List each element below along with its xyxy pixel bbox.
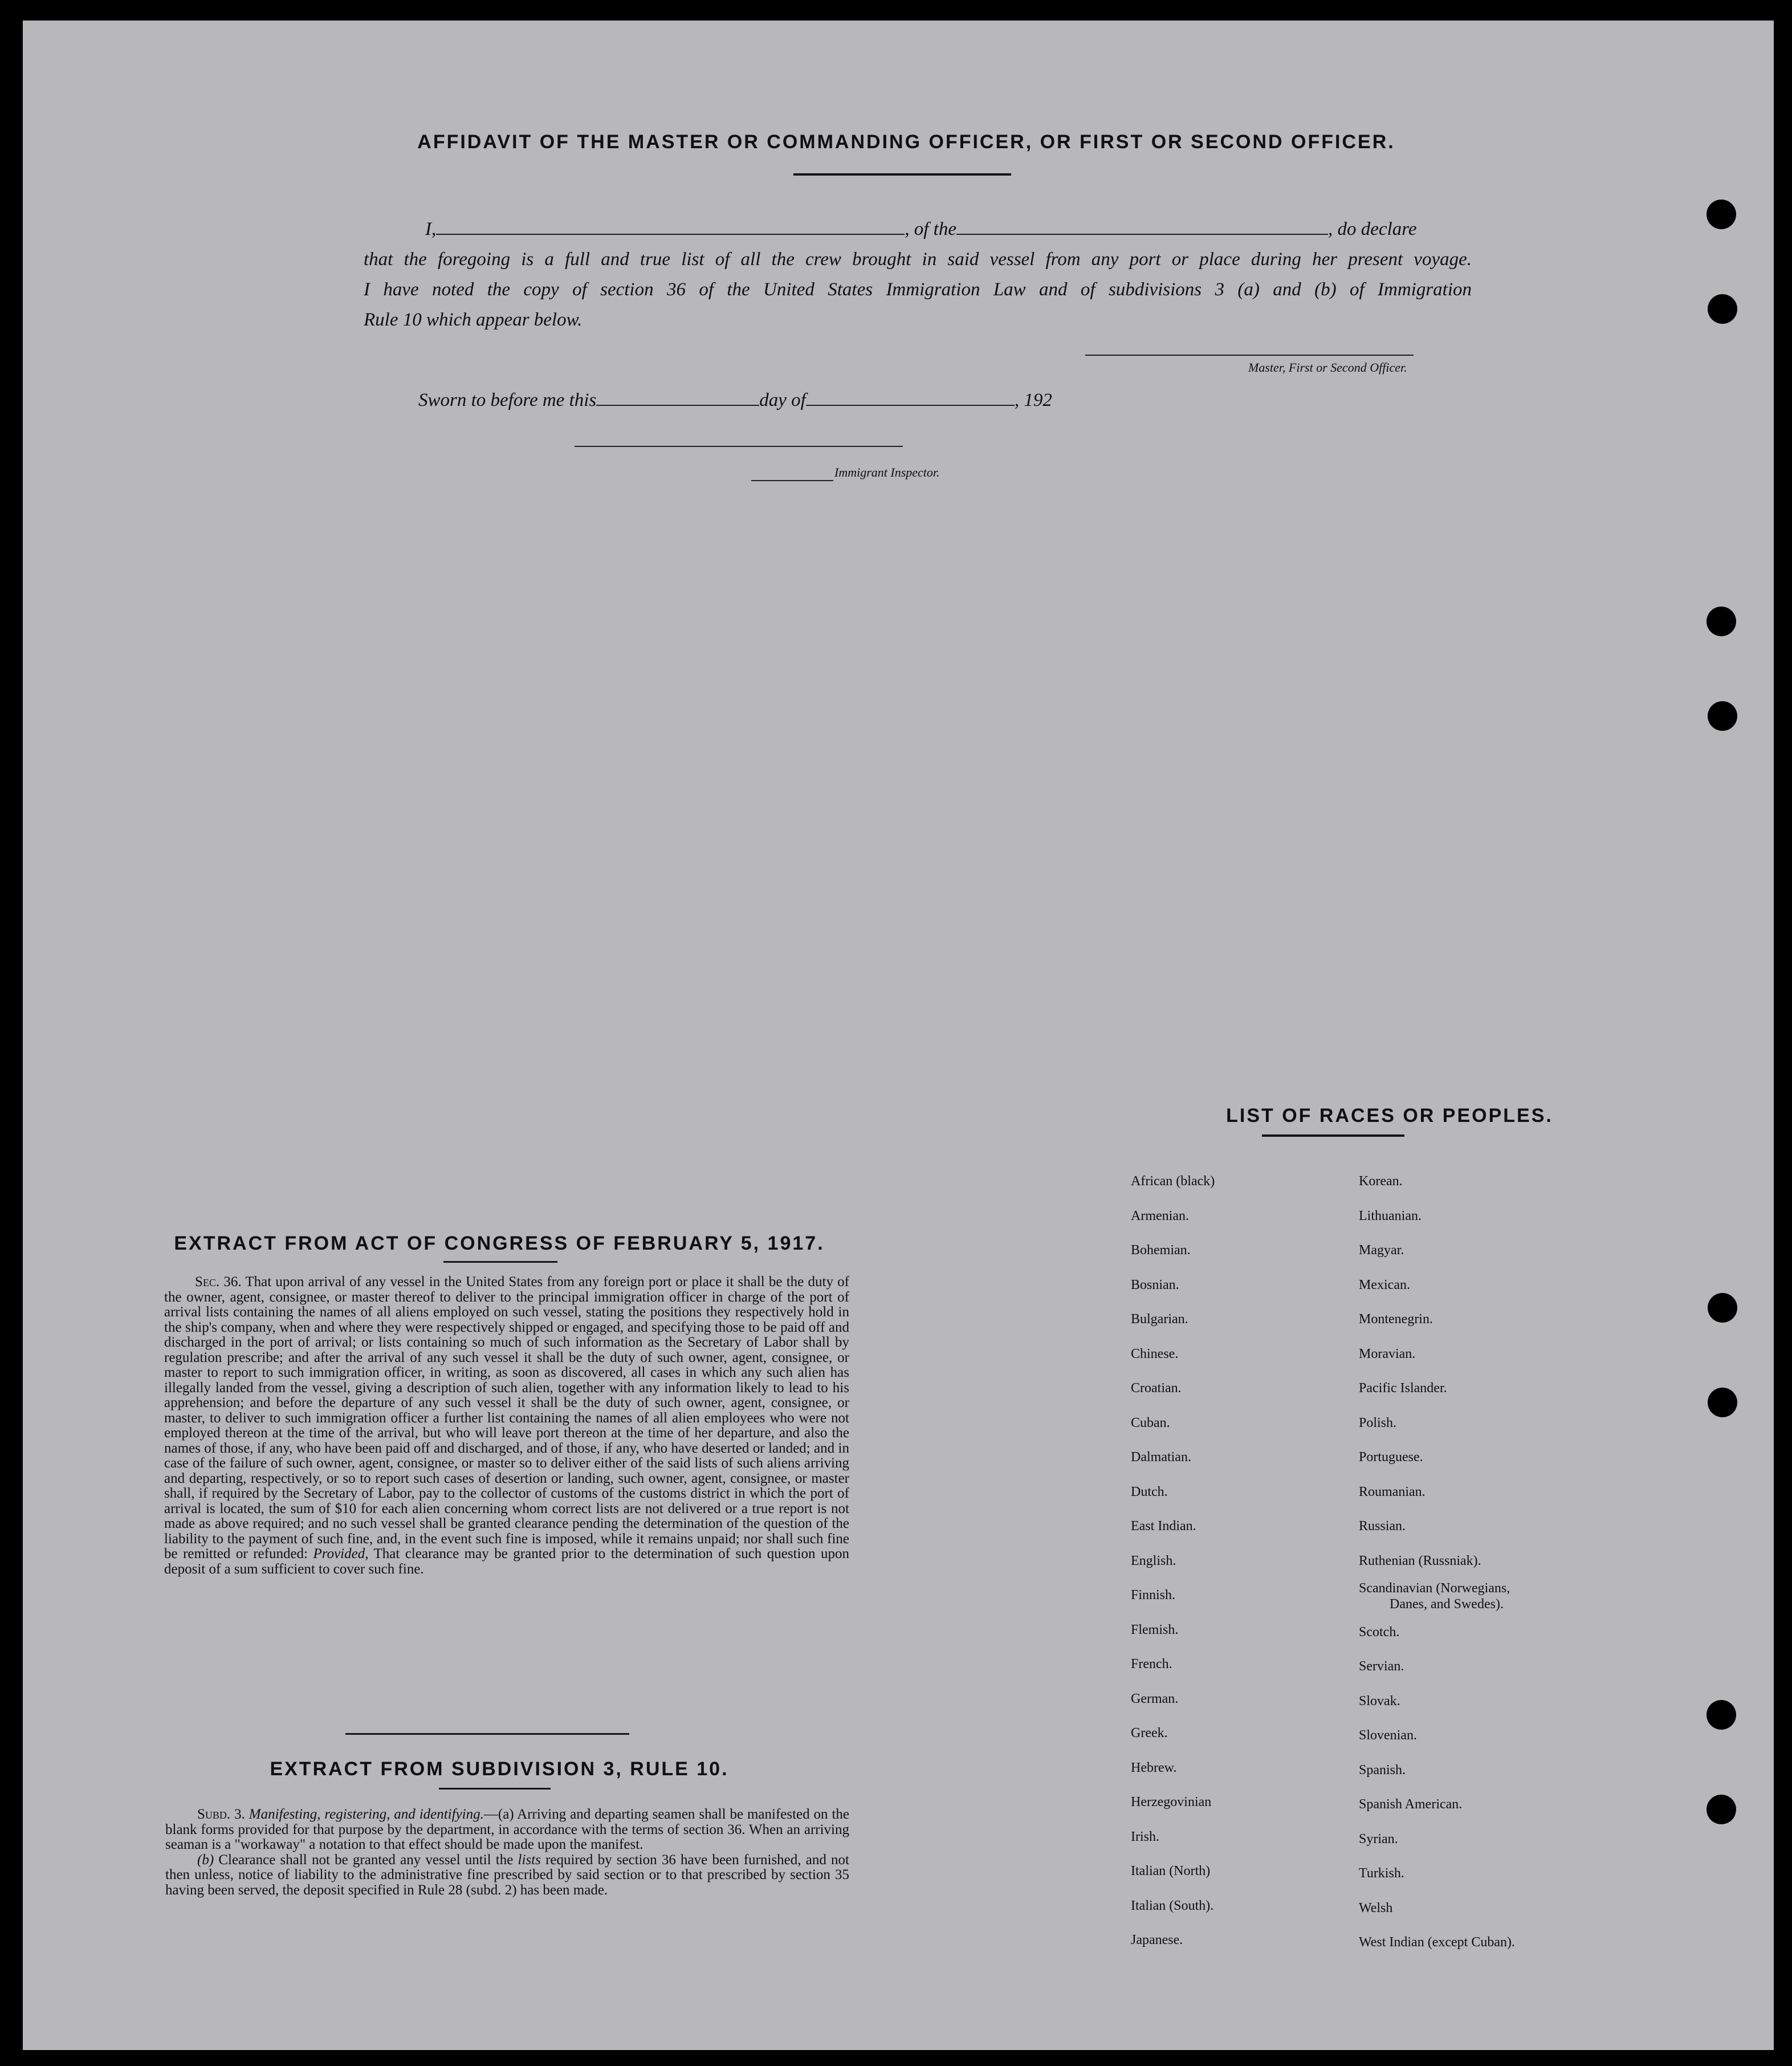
races-title-rule: [1262, 1134, 1404, 1137]
binder-hole: [1707, 1700, 1736, 1730]
race-item: Hebrew.: [1131, 1760, 1177, 1775]
race-item: Mexican.: [1359, 1277, 1410, 1292]
race-item: Ruthenian (Russniak).: [1359, 1553, 1481, 1568]
officer-signature-label: Master, First or Second Officer.: [1248, 360, 1407, 375]
officer-signature-line[interactable]: [1085, 355, 1414, 356]
vessel-label: , of the: [905, 219, 956, 239]
declarant-name-field[interactable]: [436, 215, 905, 235]
sworn-day-field[interactable]: [596, 386, 759, 406]
race-item: West Indian (except Cuban).: [1359, 1935, 1515, 1950]
sworn-month-field[interactable]: [806, 386, 1015, 406]
race-item: Dutch.: [1131, 1484, 1168, 1499]
race-item: East Indian.: [1131, 1519, 1196, 1534]
race-item: English.: [1131, 1553, 1176, 1568]
races-left-column: [1131, 1164, 1215, 1958]
sworn-line: [418, 385, 1052, 416]
para-b-label: (b): [197, 1852, 214, 1868]
race-item: Greek.: [1131, 1726, 1168, 1740]
para-b-text-start: Clearance shall not be granted any vessel until the: [218, 1852, 514, 1868]
race-item: Cuban.: [1131, 1415, 1170, 1430]
subd-label: Subd. 3.: [197, 1807, 245, 1822]
race-item: Bohemian.: [1131, 1243, 1191, 1258]
section-label: Sec. 36.: [195, 1274, 242, 1290]
provided-word: Provided,: [313, 1546, 369, 1561]
year-label: , 192: [1014, 390, 1052, 410]
day-of-label: day of: [759, 390, 806, 410]
binder-hole: [1707, 1795, 1736, 1824]
declaration-line-2: that the foregoing is a full and true list of all the crew brought in said vessel from any port or place during her present voyage.: [364, 249, 1472, 270]
para-a-text: —(a) Arriving and departing seamen shall be manifested on the blank forms provided for that purpose by the department, in accordance with the terms of section 36. When an arriving seaman is a "workaway" a notation to that effect should be made upon the manifest.: [165, 1807, 850, 1852]
sworn-label: Sworn to before me this: [418, 390, 597, 410]
rule-extract-title: EXTRACT FROM SUBDIVISION 3, RULE 10.: [270, 1758, 729, 1780]
binder-hole: [1708, 701, 1737, 731]
para-b-text-end: required by section 36 have been furnished, and not then unless, notice of liability to the administrative fine prescribed by said section or to that prescribed by section 35 having been served, the deposit specified in Rule 28 (subd. 2) has been made.: [165, 1852, 849, 1898]
act-title-rule: [443, 1261, 557, 1263]
race-item: Italian (South).: [1131, 1898, 1214, 1913]
race-item: Japanese.: [1131, 1933, 1183, 1947]
race-item: Portuguese.: [1359, 1450, 1423, 1465]
race-item: Slovenian.: [1359, 1728, 1417, 1743]
binder-hole: [1708, 1293, 1737, 1323]
binder-hole: [1707, 607, 1736, 636]
declaration-line-3: I have noted the copy of section 36 of the United States Immigration Law and of subdivisions 3 (a) and (b) of Immigration: [364, 279, 1472, 300]
race-item: Slovak.: [1359, 1693, 1400, 1709]
race-item: Bosnian.: [1131, 1277, 1179, 1292]
affidavit-declaration: [364, 214, 1472, 335]
race-item: Flemish.: [1131, 1622, 1179, 1637]
race-item: Lithuanian.: [1359, 1208, 1422, 1223]
race-item: Pacific Islander.: [1359, 1381, 1447, 1396]
race-item-scandinavian-cont: Danes, and Swedes).: [1390, 1597, 1504, 1612]
race-item: German.: [1131, 1691, 1179, 1706]
race-item: Chinese.: [1131, 1346, 1179, 1361]
inspector-signature-line[interactable]: [575, 446, 903, 447]
race-item: Roumanian.: [1359, 1484, 1426, 1499]
vessel-name-field[interactable]: [956, 215, 1328, 235]
race-item: Bulgarian.: [1131, 1312, 1188, 1327]
race-item: Polish.: [1359, 1415, 1397, 1430]
rule-title-rule: [439, 1788, 551, 1790]
race-item: Finnish.: [1131, 1588, 1176, 1603]
declare-label: , do declare: [1327, 219, 1417, 239]
race-item: Korean.: [1359, 1174, 1403, 1189]
race-item: Spanish.: [1359, 1762, 1406, 1778]
race-item: Dalmatian.: [1131, 1450, 1191, 1465]
race-item: Welsh: [1359, 1900, 1393, 1915]
affidavit-title: AFFIDAVIT OF THE MASTER OR COMMANDING OFFICER, OR FIRST OR SECOND OFFICER.: [417, 131, 1395, 153]
section-divider: [345, 1733, 629, 1735]
race-item: Moravian.: [1359, 1346, 1416, 1361]
binder-hole: [1708, 294, 1737, 324]
binder-hole: [1708, 1388, 1737, 1417]
document-page: [23, 21, 1774, 2050]
race-item: Croatian.: [1131, 1381, 1182, 1396]
para-b-lists: lists: [518, 1852, 541, 1868]
race-item: [1359, 1578, 1515, 1615]
subd-heading: Manifesting, registering, and identifying.: [249, 1807, 484, 1822]
race-item: Italian (North): [1131, 1864, 1211, 1878]
section-text: That upon arrival of any vessel in the United States from any foreign port or place it shall be the duty of the owner, agent, consignee, or master thereof to deliver to the principal immigration officer in charge of the port of arrival lists containing the names of all aliens employed on such vessel, stating the positions they respectively hold in the ship's company, when and where they were respectively shipped or engaged, and specifying those to be paid off and discharged in the port of arrival; or lists containing so much of such information as the Secretary of Labor shall by regulation prescribe; and after the arrival of any such vessel it shall be the duty of such owner, agent, consignee, or master to report to such immigration officer, in writing, as soon as discovered, all cases in which any such alien has illegally landed from the vessel, giving a description of such alien, together with any information likely to lead to his apprehension; and before the departure of any such vessel it shall be the duty of such owner, agent, consignee, or master, to deliver to such immigration officer a further list containing the names of all alien employees who were not employed thereon at the time of the arrival, but who will leave port thereon at the time of her departure, and also the names of those, if any, who have been paid off and discharged, and of those, if any, who have deserted or landed; and in case of the failure of such owner, agent, consignee, or master so to deliver either of the said lists of such aliens arriving and departing, respectively, or so to report such cases of desertion or landing, such owner, agent, consignee, or master shall, if required by the Secretary of Labor, pay to the collector of customs of the customs district in which the port of arrival is located, the sum of $10 for each alien concerning whom correct lists are not delivered or a true report is not made as above required; and no such vessel shall be granted clearance pending the determination of the question of the liability to the payment of such fine, and, in the event such fine is imposed, while it remains unpaid; nor shall such fine be remitted or refunded:: [164, 1274, 849, 1561]
act-extract-body: [164, 1275, 849, 1577]
rule-extract-body: [165, 1807, 849, 1898]
declaration-line-4: Rule 10 which appear below.: [364, 310, 583, 330]
race-item: Scotch.: [1359, 1624, 1400, 1640]
race-item: Russian.: [1359, 1519, 1406, 1534]
binder-hole: [1707, 200, 1736, 229]
section-text-end: That clearance may be granted prior to the determination of such question upon deposit of a sum sufficient to cover such fine.: [164, 1546, 849, 1577]
race-item: Turkish.: [1359, 1866, 1404, 1881]
inspector-short-line: [751, 480, 833, 481]
race-item: Magyar.: [1359, 1243, 1404, 1258]
inspector-label: Immigrant Inspector.: [834, 465, 940, 479]
race-item: African (black): [1131, 1174, 1215, 1189]
race-item: French.: [1131, 1657, 1172, 1671]
race-item: Armenian.: [1131, 1208, 1189, 1223]
races-right-column: [1359, 1164, 1515, 1960]
race-item: Herzegovinian: [1131, 1795, 1212, 1809]
declarant-label: I,: [425, 219, 437, 239]
race-item: Syrian.: [1359, 1831, 1398, 1847]
race-item: Servian.: [1359, 1659, 1404, 1674]
races-title: LIST OF RACES OR PEOPLES.: [1226, 1105, 1553, 1126]
title-rule: [793, 173, 1011, 176]
race-item-scandinavian: Scandinavian (Norwegians,: [1359, 1581, 1510, 1596]
race-item: Irish.: [1131, 1829, 1159, 1844]
race-item: Spanish American.: [1359, 1797, 1463, 1812]
act-extract-title: EXTRACT FROM ACT OF CONGRESS OF FEBRUARY 5, 1917.: [174, 1233, 825, 1254]
race-item: Montenegrin.: [1359, 1312, 1433, 1327]
